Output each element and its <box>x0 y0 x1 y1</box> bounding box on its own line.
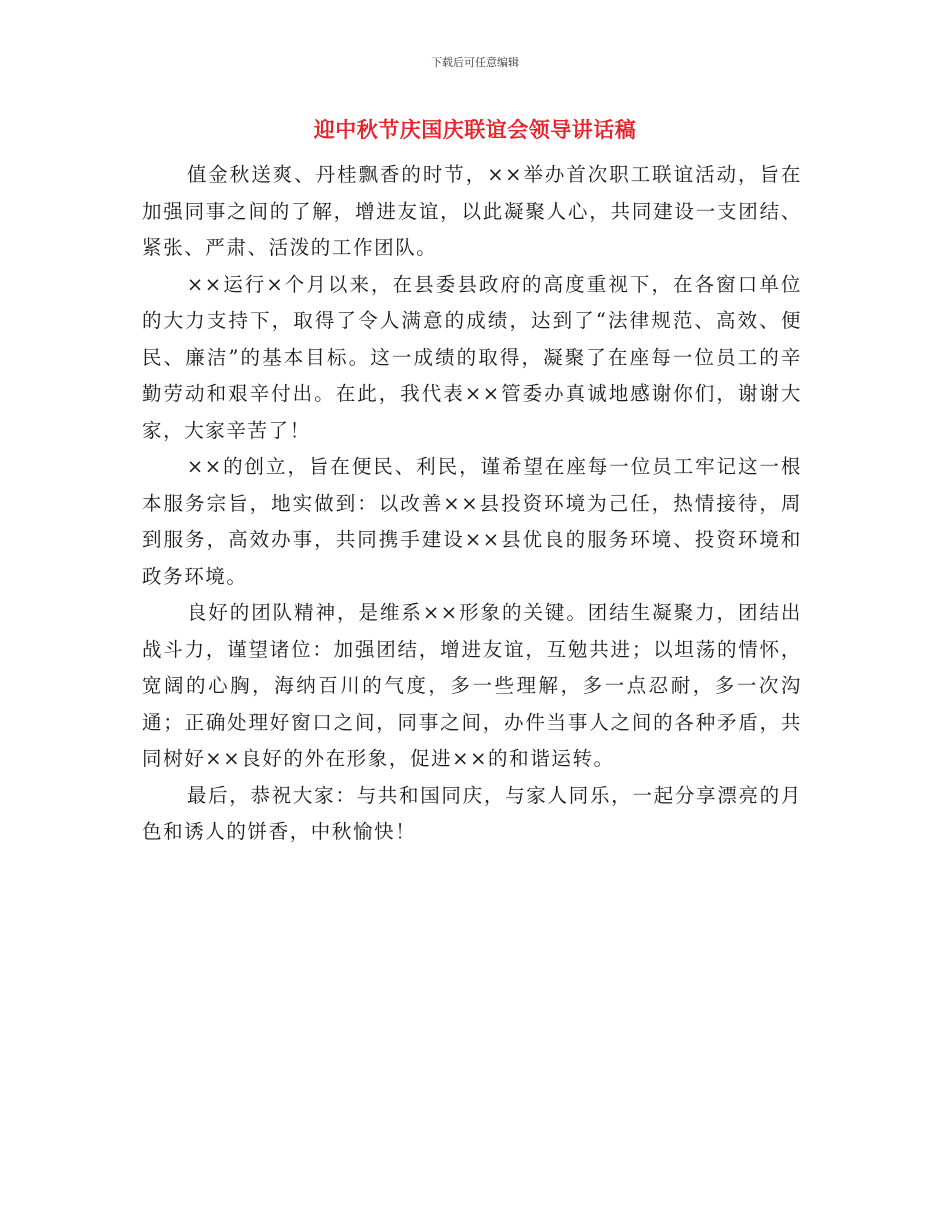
document-title: 迎中秋节庆国庆联谊会领导讲话稿 <box>313 118 637 142</box>
document-body <box>142 157 802 851</box>
paragraph-3: ××的创立，旨在便民、利民，谨希望在座每一位员工牢记这一根本服务宗旨，地实做到：以改善××县投资环境为己任，热情接待，周到服务，高效办事，共同携手建设××县优良的服务环境、投资环境和政务环境。 <box>142 455 802 588</box>
header-note: 下载后可任意编辑 <box>431 56 519 69</box>
paragraph-1: 值金秋送爽、丹桂飘香的时节，××举办首次职工联谊活动，旨在加强同事之间的了解，增进友谊，以此凝聚人心，共同建设一支团结、紧张、严肃、活泼的工作团队。 <box>142 163 802 259</box>
paragraph-4: 良好的团队精神，是维系××形象的关键。团结生凝聚力，团结出战斗力，谨望诸位：加强团结，增进友谊，互勉共进；以坦荡的情怀，宽阔的心胸，海纳百川的气度，多一些理解，多一点忍耐，多一次沟通；正确处理好窗口之间，同事之间，办件当事人之间的各种矛盾，共同树好××良好的外在形象，促进××的和谐运转。 <box>142 601 802 770</box>
paragraph-2: ××运行×个月以来，在县委县政府的高度重视下，在各窗口单位的大力支持下，取得了令人满意的成绩，达到了“法律规范、高效、便民、廉洁”的基本目标。这一成绩的取得，凝聚了在座每一位员工的辛勤劳动和艰辛付出。在此，我代表××管委办真诚地感谢你们，谢谢大家，大家辛苦了！ <box>142 272 802 442</box>
paragraph-5: 最后，恭祝大家：与共和国同庆，与家人同乐，一起分享漂亮的月色和诱人的饼香，中秋愉快！ <box>142 783 802 843</box>
